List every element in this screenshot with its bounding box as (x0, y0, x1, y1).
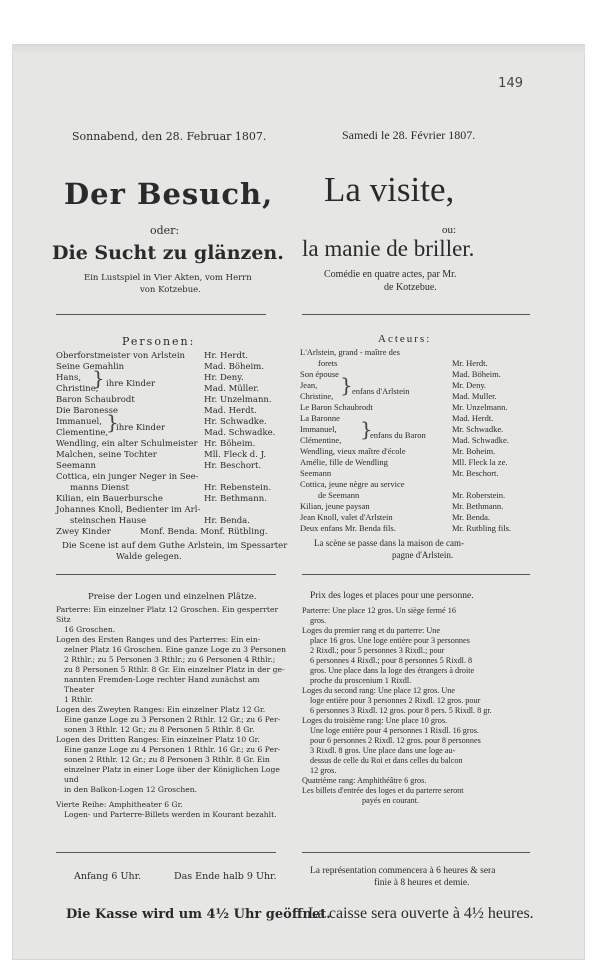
brace-icon: } (106, 410, 119, 434)
french-title: La visite, (324, 170, 455, 209)
cast-row: steinschen Hause Hr. Benda. (70, 516, 250, 526)
french-box-office-note: La caisse sera ouverte à 4½ heures. (308, 905, 534, 922)
cast-row: manns Dienst Hr. Rebenstein. (70, 483, 272, 493)
cast-row: Zwey Kinder Monf. Benda. Monf. Rütbling. (56, 527, 268, 537)
french-scene-note-2: pagne d'Arlstein. (392, 550, 454, 560)
cast-row: forets Mr. Herdt. (318, 358, 488, 368)
cast-row: Wendling, ein alter Schulmeister Hr. Böheim. (56, 439, 256, 449)
cast-row: La Baronne Mad. Herdt. (300, 413, 494, 423)
cast-row: Jean, Mr. Deny. (300, 380, 487, 390)
brace-label: ihre Kinder (116, 423, 166, 433)
cast-row: Wendling, vieux maître d'école Mr. Boheim. (300, 446, 496, 456)
french-ou: ou: (442, 224, 457, 236)
french-prices-heading: Prix des loges et places pour une personne. (310, 591, 474, 601)
divider (56, 314, 266, 315)
page-number: 149 (498, 76, 523, 91)
french-description-1: Comédie en quatre actes, par Mr. (324, 269, 457, 280)
german-end-time: Das Ende halb 9 Uhr. (174, 871, 277, 882)
divider (302, 314, 530, 315)
german-title: Der Besuch, (64, 177, 274, 211)
cast-row: Cottica, jeune nègre au service (300, 479, 405, 489)
cast-row: Amélie, fille de Wendling Mll. Fleck la ze. (300, 457, 508, 467)
german-cast-heading: Personen: (122, 335, 196, 348)
german-box-office-note: Die Kasse wird um 4½ Uhr geöffnet. (66, 907, 331, 922)
french-date: Samedi le 28. Février 1807. (342, 128, 476, 142)
brace-label: enfans d'Arlstein (352, 386, 410, 396)
german-prices-list: Parterre: Ein einzelner Platz 12 Groschen. Ein gesperrter Sitz 16 Groschen. Logen des Ersten Ranges und des Parterres: Ein ein- zelner Platz 16 Groschen. Eine ganze Loge zu 3 Personen 2 Rthlr.; zu 5 Personen 3 Rthlr.; zu 6 Personen 4 Rthlr.; zu 8 Personen 5 Rthlr. 8 Gr. Ein einzelner Platz in der ge- nannten Fremden-Loge rechter Hand zunächst am Theater 1 Rthlr. Logen des Zweyten Ranges: Ein einzelner Platz 12 Gr. Eine ganze Loge zu 3 Personen 2 Rthlr. 12 Gr.; zu 6 Per- sonen 3 Rthlr. 12 Gr.; zu 8 Personen 5 Rthlr. 8 Gr. Logen des Dritten Ranges: Ein einzelner Platz 10 Gr. Eine ganze Loge zu 4 Personen 1 Rthlr. 16 Gr.; zu 6 Per- sonen 2 Rthlr. 12 Gr.; zu 8 Personen 3 Rthlr. 8 Gr. Ein einzelner Platz in einer Loge über der Königlichen Loge und in den Balkon-Logen 12 Groschen. Vierte Reihe: Amphitheater 6 Gr. Logen- und Parterre-Billets werden in Kourant bezahlt. (56, 605, 287, 819)
cast-row: Kilian, jeune paysan Mr. Bethmann. (300, 501, 504, 511)
german-scene-note-1: Die Scene ist auf dem Guthe Arlstein, im Spessarter (62, 541, 288, 551)
playbill-sheet (12, 44, 585, 960)
cast-row: de Seemann Mr. Roberstein. (318, 490, 506, 500)
german-description-1: Ein Lustspiel in Vier Akten, vom Herrn (84, 273, 252, 283)
cast-row: Immanuel, Mr. Schwadke. (300, 424, 504, 434)
german-scene-note-2: Walde gelegen. (116, 552, 182, 562)
brace-label: enfans du Baron (370, 430, 426, 440)
cast-row: Jean Knoll, valet d'Arlstein Mr. Benda. (300, 512, 491, 522)
cast-row: Oberforstmeister von Arlstein Hr. Herdt. (56, 351, 249, 361)
french-subtitle: la manie de briller. (302, 236, 475, 261)
cast-row: L'Arlstein, grand - maître des (300, 347, 400, 357)
french-scene-note-1: La scène se passe dans la maison de cam- (314, 538, 464, 548)
german-subtitle: Die Sucht zu glänzen. (52, 242, 284, 264)
cast-row: Seemann Mr. Beschort. (300, 468, 499, 478)
german-description-2: von Kotzebue. (140, 285, 201, 295)
divider (302, 574, 530, 575)
cast-row: Christine, Mad. Muller. (300, 391, 497, 401)
cast-row: Clémentine, Mad. Schwadke. (300, 435, 509, 445)
french-cast-heading: Acteurs: (378, 333, 432, 345)
french-start-time-1: La représentation commencera à 6 heures & sera (310, 866, 496, 876)
cast-row: Johannes Knoll, Bedienter im Arl- (56, 505, 201, 515)
cast-row: Christine, Mad. Müller. (56, 384, 260, 394)
brace-icon: } (340, 373, 353, 397)
cast-row: Malchen, seine Tochter Mll. Fleck d. J. (56, 450, 267, 460)
brace-icon: } (360, 417, 373, 441)
divider (56, 852, 276, 853)
french-prices-list: Parterre: Une place 12 gros. Un siège fermé 16 gros. Loges du premier rang et du parterre: Une place 16 gros. Une loge entière pour 3 personnes 2 Rixdl.; pour 5 personnes 3 Rixdl.; pour 6 personnes 4 Rixdl.; pour 8 personnes 5 Rixdl. 8 gros. Une place dans la loge des étrangers à droite proche du proscenium 1 Rixdl. Loges du second rang: Une place 12 gros. Une loge entière pour 3 personnes 2 Rixdl. 12 gros. pour 6 personnes 3 Rixdl. 12 gros. pour 8 pers. 5 Rixdl. 8 gr. Loges du troisième rang: Une place 10 gros. Une loge entière pour 4 personnes 1 Rixdl. 16 gros. pour 6 personnes 2 Rixdl. 12 gros. pour 8 personnes 3 Rixdl. 8 gros. Une place dans une loge au- dessus de celle du Roi et dans celles du balcon 12 gros. Quatrième rang: Amphithéâtre 6 gros. Les billets d'entrée des loges et du parterre seront payés en courant. (302, 606, 492, 805)
brace-icon: } (92, 366, 105, 390)
cast-row: Kilian, ein Bauerbursche Hr. Bethmann. (56, 494, 267, 504)
cast-row: Seine Gemahlin Mad. Böheim. (56, 362, 264, 372)
cast-row: Hans, Hr. Deny. (56, 373, 244, 383)
german-oder: oder: (150, 224, 180, 237)
cast-row: Baron Schaubrodt Hr. Unzelmann. (56, 395, 272, 405)
french-start-time-2: finie à 8 heures et demie. (374, 878, 470, 888)
divider (302, 852, 530, 853)
cast-row: Clementine, Mad. Schwadke. (56, 428, 276, 438)
cast-row: Immanuel, Hr. Schwadke. (56, 417, 267, 427)
german-start-time: Anfang 6 Uhr. (74, 871, 142, 882)
brace-label: ihre Kinder (106, 379, 156, 389)
cast-row: Le Baron Schaubrodt Mr. Unzelmann. (300, 402, 508, 412)
cast-row: Deux enfans Mr. Benda fils. Mr. Rutbling fils. (300, 523, 512, 533)
cast-row: Cottica, ein junger Neger in See- (56, 472, 199, 482)
cast-row: Die Baronesse Mad. Herdt. (56, 406, 257, 416)
divider (56, 574, 276, 575)
cast-row: Son épouse Mad. Böheim. (300, 369, 501, 379)
french-description-2: de Kotzebue. (384, 282, 437, 293)
german-date: Sonnabend, den 28. Februar 1807. (72, 130, 267, 143)
german-prices-heading: Preise der Logen und einzelnen Plätze. (88, 592, 257, 602)
cast-row: Seemann Hr. Beschort. (56, 461, 262, 471)
